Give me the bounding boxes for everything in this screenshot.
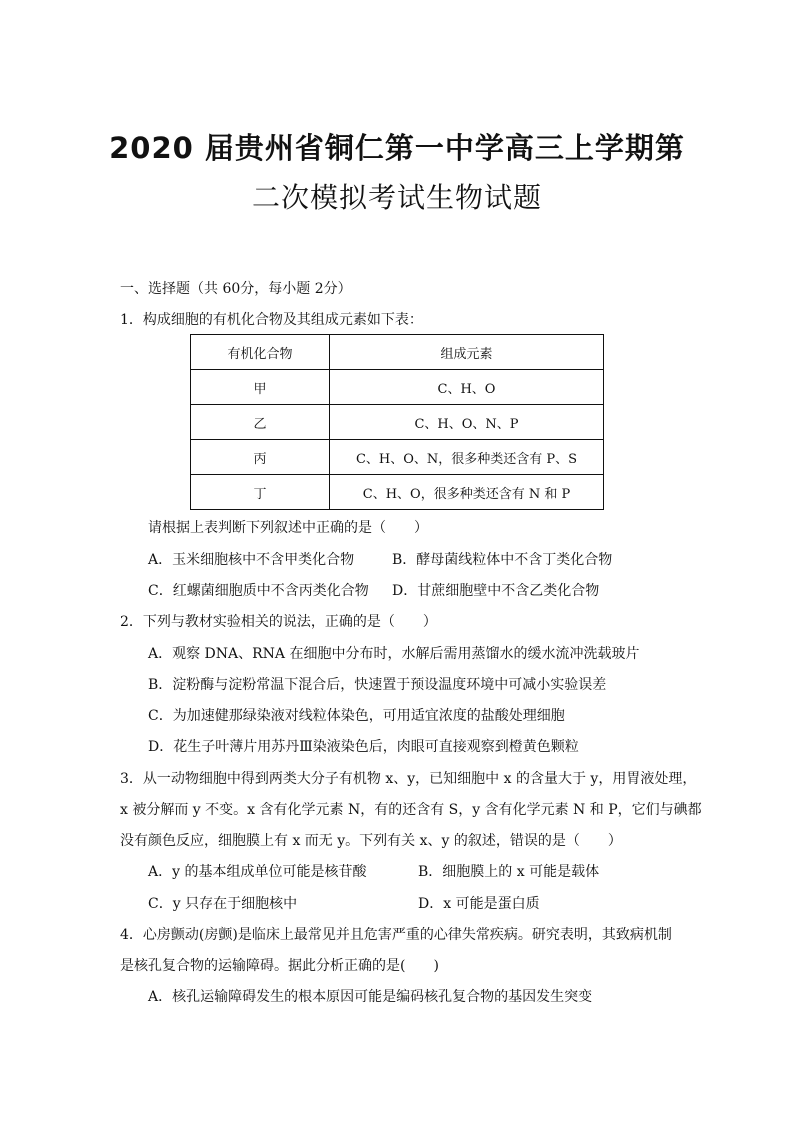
table-row (191, 405, 604, 440)
q4-option-a: A．核孔运输障碍发生的根本原因可能是编码核孔复合物的基因发生突变 (148, 989, 593, 1005)
table-cell: 乙 (191, 405, 330, 440)
q1-option-c: C．红螺菌细胞质中不含丙类化合物 (148, 583, 369, 599)
table-header-cell: 有机化合物 (191, 335, 330, 370)
q2-option-d: D．花生子叶薄片用苏丹Ⅲ染液染色后，肉眼可直接观察到橙黄色颗粒 (148, 739, 579, 755)
q3-option-b: B．细胞膜上的 x 可能是载体 (418, 864, 600, 880)
q1-option-b: B．酵母菌线粒体中不含丁类化合物 (392, 552, 613, 568)
composition-table (190, 334, 604, 510)
q3-stem-line-2: x 被分解而 y 不变。x 含有化学元素 N，有的还含有 S，y 含有化学元素 N 和 P，它们与碘都 (120, 802, 702, 818)
q1-option-d: D．甘蔗细胞壁中不含乙类化合物 (392, 583, 600, 599)
exam-title-line-1: 2020 届贵州省铜仁第一中学高三上学期第 (109, 131, 685, 165)
table-cell: C、H、O，很多种类还含有 N 和 P (330, 475, 604, 510)
table-cell: 甲 (191, 370, 330, 405)
q3-stem-line-3: 没有颜色反应，细胞膜上有 x 而无 y。下列有关 x、y 的叙述，错误的是（ ） (120, 833, 622, 849)
exam-title-line-2: 二次模拟考试生物试题 (251, 181, 542, 214)
q3-option-c: C．y 只存在于细胞核中 (148, 896, 298, 912)
table-row (191, 370, 604, 405)
table-header-cell: 组成元素 (330, 335, 604, 370)
q2-option-b: B．淀粉酶与淀粉常温下混合后，快速置于预设温度环境中可减小实验误差 (148, 677, 607, 693)
q3-option-a: A．y 的基本组成单位可能是核苷酸 (148, 864, 367, 880)
table-row (191, 475, 604, 510)
q1-prompt: 请根据上表判断下列叙述中正确的是（ ） (148, 520, 428, 536)
table-cell: C、H、O、N，很多种类还含有 P、S (330, 440, 604, 475)
table-row (191, 440, 604, 475)
table-cell: C、H、O (330, 370, 604, 405)
table-cell: 丙 (191, 440, 330, 475)
q2-stem: 2．下列与教材实验相关的说法，正确的是（ ） (120, 614, 437, 630)
q1-stem: 1．构成细胞的有机化合物及其组成元素如下表： (120, 312, 423, 328)
q2-option-c: C．为加速健那绿染液对线粒体染色，可用适宜浓度的盐酸处理细胞 (148, 708, 565, 724)
q3-option-d: D．x 可能是蛋白质 (418, 896, 540, 912)
section-heading: 一、选择题（共 60分，每小题 2分） (120, 281, 352, 297)
q1-option-a: A．玉米细胞核中不含甲类化合物 (148, 552, 355, 568)
table-header-row (191, 335, 604, 370)
q4-stem-line-1: 4．心房颤动(房颤)是临床上最常见并且危害严重的心律失常疾病。研究表明，其致病机制 (120, 927, 672, 943)
q4-stem-line-2: 是核孔复合物的运输障碍。据此分析正确的是( ) (120, 958, 439, 974)
q2-option-a: A．观察 DNA、RNA 在细胞中分布时，水解后需用蒸馏水的缓水流冲洗载玻片 (148, 646, 640, 662)
table-cell: 丁 (191, 475, 330, 510)
q3-stem-line-1: 3．从一动物细胞中得到两类大分子有机物 x、y，已知细胞中 x 的含量大于 y，用胃液处理， (120, 771, 697, 787)
table-cell: C、H、O、N、P (330, 405, 604, 440)
